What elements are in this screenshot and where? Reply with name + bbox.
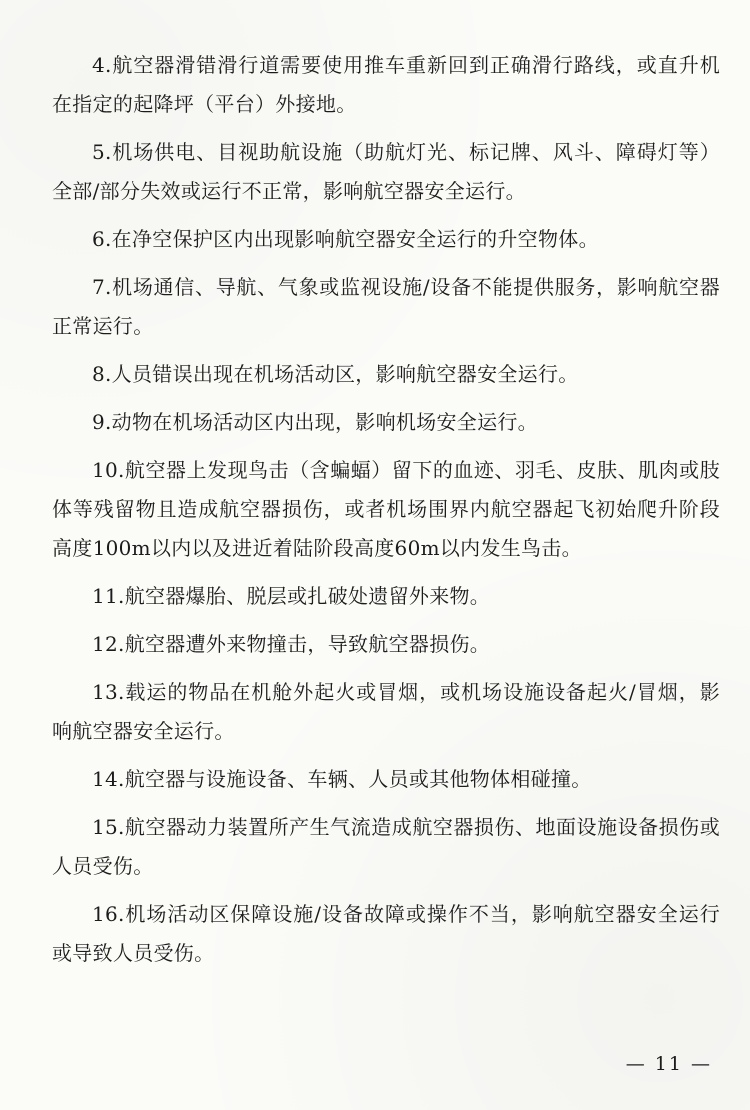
paragraph-text: 10.航空器上发现鸟击（含蝙蝠）留下的血迹、羽毛、皮肤、肌肉或肢体等残留物且造成航空器损伤，或者机场围界内航空器起飞初始爬升阶段高度100m以内以及进近着陆阶段高度60m以内发生鸟击。 [52, 458, 720, 560]
paragraph-text: 4.航空器滑错滑行道需要使用推车重新回到正确滑行路线，或直升机在指定的起降坪（平台）外接地。 [52, 53, 720, 116]
paragraph-text: 8.人员错误出现在机场活动区，影响航空器安全运行。 [92, 362, 579, 386]
paragraph-text: 6.在净空保护区内出现影响航空器安全运行的升空物体。 [92, 227, 599, 251]
paragraph-16 [52, 895, 720, 973]
paragraph-text: 9.动物在机场活动区内出现，影响机场安全运行。 [92, 410, 538, 434]
paragraph-10 [52, 451, 720, 568]
paragraph-text: 14.航空器与设施设备、车辆、人员或其他物体相碰撞。 [92, 767, 592, 791]
paragraph-4 [52, 46, 720, 124]
paragraph-text: 13.载运的物品在机舱外起火或冒烟，或机场设施设备起火/冒烟，影响航空器安全运行。 [52, 680, 720, 743]
paragraph-15 [52, 808, 720, 886]
paragraph-14 [52, 760, 720, 799]
paragraph-text: 16.机场活动区保障设施/设备故障或操作不当，影响航空器安全运行或导致人员受伤。 [52, 902, 720, 965]
paragraph-13 [52, 673, 720, 751]
paragraph-text: 7.机场通信、导航、气象或监视设施/设备不能提供服务，影响航空器正常运行。 [52, 275, 720, 338]
paragraph-6 [52, 220, 720, 259]
paragraph-11 [52, 577, 720, 616]
paragraph-text: 15.航空器动力装置所产生气流造成航空器损伤、地面设施设备损伤或人员受伤。 [52, 815, 720, 878]
page-number: — 11 — [625, 1053, 712, 1075]
document-body [52, 46, 720, 982]
paragraph-12 [52, 625, 720, 664]
paragraph-text: 12.航空器遭外来物撞击，导致航空器损伤。 [92, 632, 491, 656]
paragraph-9 [52, 403, 720, 442]
paragraph-5 [52, 133, 720, 211]
paragraph-8 [52, 355, 720, 394]
paragraph-7 [52, 268, 720, 346]
paragraph-text: 5.机场供电、目视助航设施（助航灯光、标记牌、风斗、障碍灯等）全部/部分失效或运行不正常，影响航空器安全运行。 [52, 140, 720, 203]
paragraph-text: 11.航空器爆胎、脱层或扎破处遗留外来物。 [92, 584, 491, 608]
